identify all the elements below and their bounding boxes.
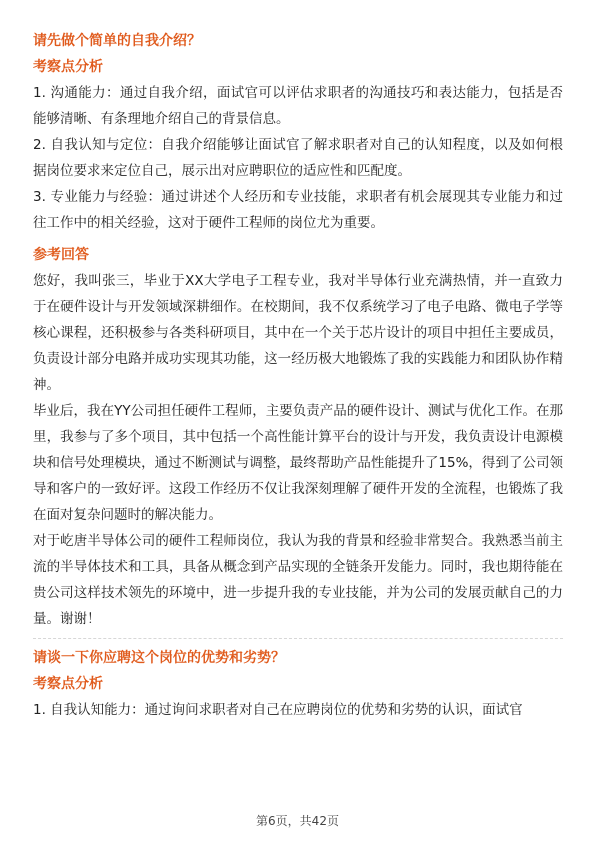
page-content xyxy=(33,30,563,723)
analysis-point: 3. 专业能力与经验：通过讲述个人经历和专业技能，求职者有机会展现其专业能力和过往工作中的相关经验，这对于硬件工程师的岗位尤为重要。 xyxy=(33,189,563,231)
question-title: 请先做个简单的自我介绍？ xyxy=(33,33,201,49)
page-number: 第6页，共42页 xyxy=(256,814,339,828)
analysis-point: 2. 自我认知与定位：自我介绍能够让面试官了解求职者对自己的认知程度，以及如何根据岗位要求来定位自己，展示出对应聘职位的适应性和匹配度。 xyxy=(33,137,563,179)
question-title: 请谈一下你应聘这个岗位的优势和劣势？ xyxy=(33,650,285,666)
analysis-point: 1. 沟通能力：通过自我介绍，面试官可以评估求职者的沟通技巧和表达能力，包括是否能够清晰、有条理地介绍自己的背景信息。 xyxy=(33,85,563,127)
answer-paragraph: 对于屹唐半导体公司的硬件工程师岗位，我认为我的背景和经验非常契合。我熟悉当前主流的半导体技术和工具，具备从概念到产品实现的全链条开发能力。同时，我也期待能在贵公司这样技术领先的环境中，进一步提升我的专业技能，并为公司的发展贡献自己的力量。谢谢！ xyxy=(33,533,563,627)
analysis-heading: 考察点分析 xyxy=(33,59,103,75)
section-divider xyxy=(33,638,563,639)
answer-heading: 参考回答 xyxy=(33,247,89,263)
answer-paragraph: 毕业后，我在YY公司担任硬件工程师，主要负责产品的硬件设计、测试与优化工作。在那里，我参与了多个项目，其中包括一个高性能计算平台的设计与开发，我负责设计电源模块和信号处理模块，通过不断测试与调整，最终帮助产品性能提升了15%，得到了公司领导和客户的一致好评。这段工作经历不仅让我深刻理解了硬件开发的全流程，也锻炼了我在面对复杂问题时的解决能力。 xyxy=(33,403,563,523)
analysis-point: 1. 自我认知能力：通过询问求职者对自己在应聘岗位的优势和劣势的认识，面试官 xyxy=(33,702,523,718)
answer-paragraph: 您好，我叫张三，毕业于XX大学电子工程专业，我对半导体行业充满热情，并一直致力于在硬件设计与开发领域深耕细作。在校期间，我不仅系统学习了电子电路、微电子学等核心课程，还积极参与各类科研项目，其中在一个关于芯片设计的项目中担任主要成员，负责设计部分电路并成功实现其功能，这一经历极大地锻炼了我的实践能力和团队协作精神。 xyxy=(33,273,563,393)
analysis-heading: 考察点分析 xyxy=(33,676,103,692)
